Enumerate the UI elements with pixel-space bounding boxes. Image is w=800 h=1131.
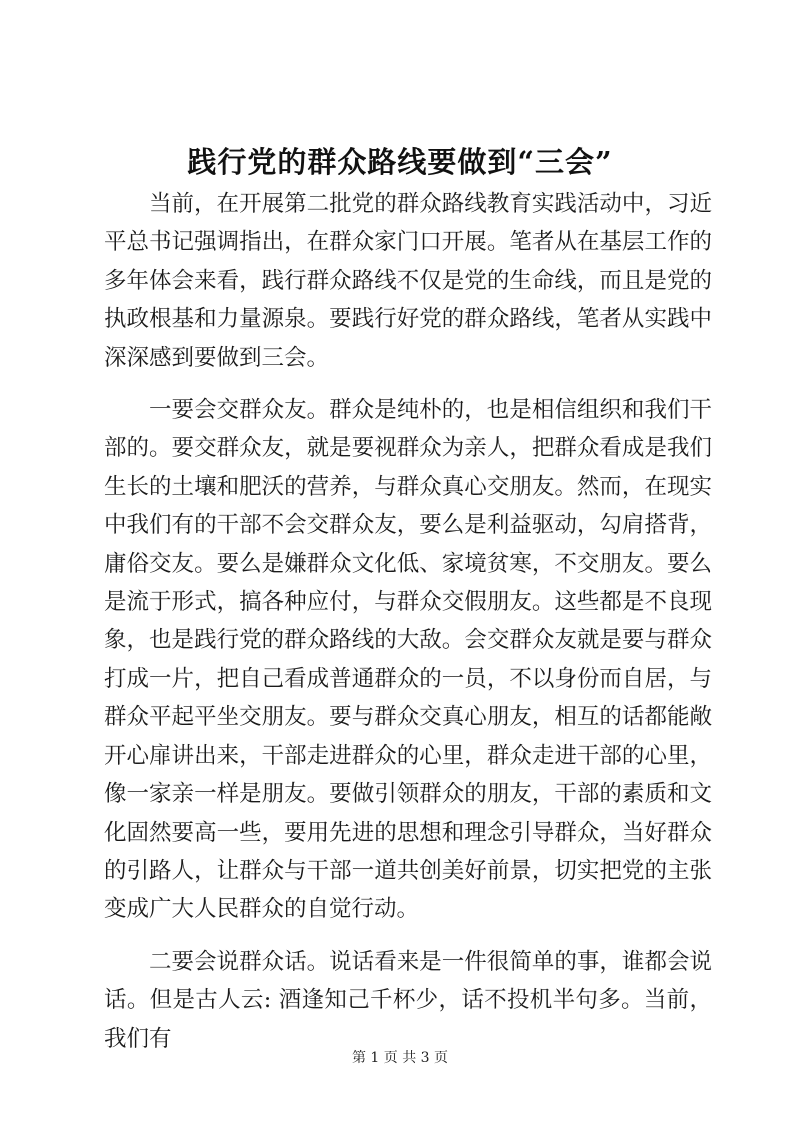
document-body	[104, 185, 712, 1058]
paragraph-befriend-masses: 一要会交群众友。群众是纯朴的，也是相信组织和我们干部的。要交群众友，就是要视群众为亲人，把群众看成是我们生长的土壤和肥沃的营养，与群众真心交朋友。然而，在现实中我们有的干部不会交群众友，要么是利益驱动，勾肩搭背，庸俗交友。要么是嫌群众文化低、家境贫寒，不交朋友。要么是流于形式，搞各种应付，与群众交假朋友。这些都是不良现象，也是践行党的群众路线的大敌。会交群众友就是要与群众打成一片，把自己看成普通群众的一员，不以身份而自居，与群众平起平坐交朋友。要与群众交真心朋友，相互的话都能敞开心扉讲出来，干部走进群众的心里，群众走进干部的心里，像一家亲一样是朋友。要做引领群众的朋友，干部的素质和文化固然要高一些，要用先进的思想和理念引导群众，当好群众的引路人，让群众与干部一道共创美好前景，切实把党的主张变成广大人民群众的自觉行动。	[104, 397, 712, 923]
page-number-footer: 第 1 页 共 3 页	[351, 1050, 449, 1066]
document-title: 践行党的群众路线要做到“三会”	[187, 145, 613, 179]
paragraph-speak-masses-language: 二要会说群众话。说话看来是一件很简单的事，谁都会说话。但是古人云: 酒逢知己千杯少，话不投机半句多。当前，我们有	[104, 948, 712, 1052]
paragraph-intro: 当前，在开展第二批党的群众路线教育实践活动中，习近平总书记强调指出，在群众家门口开展。笔者从在基层工作的多年体会来看，践行群众路线不仅是党的生命线，而且是党的执政根基和力量源泉。要践行好党的群众路线，笔者从实践中深深感到要做到三会。	[104, 191, 712, 371]
